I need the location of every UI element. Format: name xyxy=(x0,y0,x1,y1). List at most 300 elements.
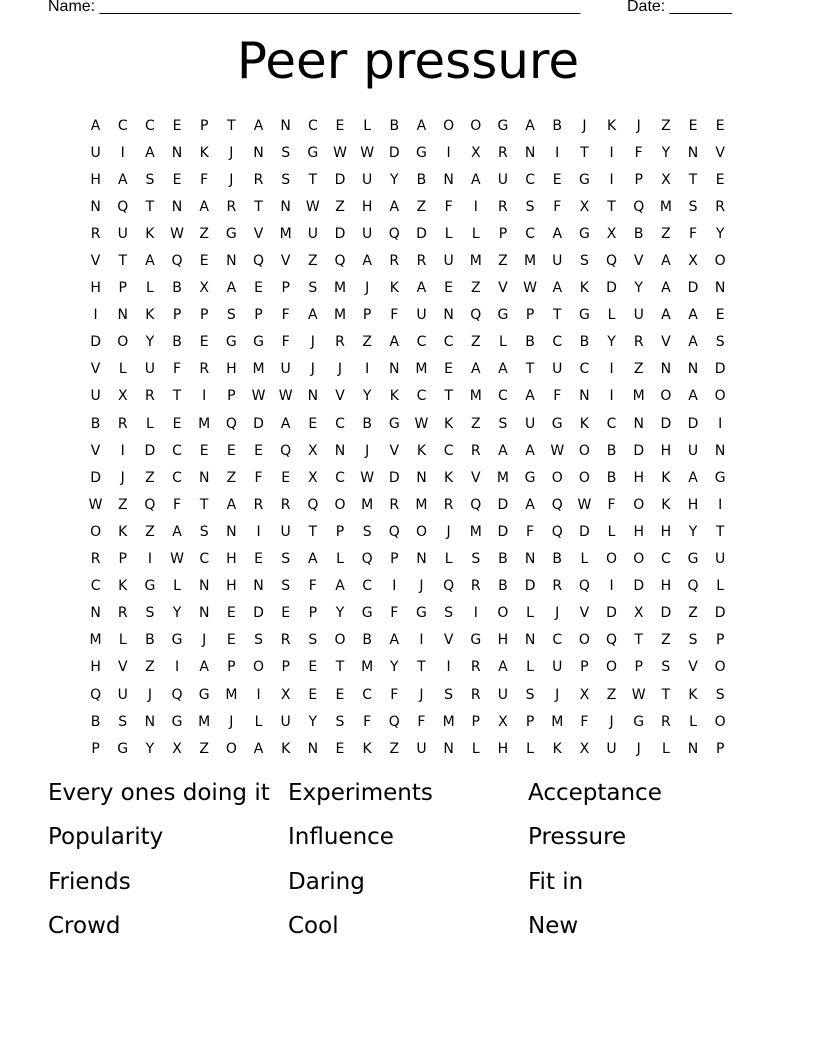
grid-letter[interactable]: R xyxy=(443,496,454,513)
grid-letter[interactable]: P xyxy=(335,523,345,540)
grid-letter[interactable]: G xyxy=(497,117,509,134)
grid-letter[interactable]: M xyxy=(361,659,374,676)
grid-letter[interactable]: M xyxy=(333,307,347,324)
grid-letter[interactable]: U xyxy=(280,361,291,378)
grid-letter[interactable]: D xyxy=(660,415,672,432)
grid-letter[interactable]: W xyxy=(278,388,293,405)
grid-letter[interactable]: U xyxy=(280,523,291,540)
grid-letter[interactable]: J xyxy=(202,632,207,649)
grid-letter[interactable]: F xyxy=(390,686,399,703)
grid-letter[interactable]: N xyxy=(579,388,590,405)
grid-letter[interactable]: F xyxy=(607,496,616,513)
grid-letter[interactable]: C xyxy=(117,117,128,134)
grid-letter[interactable]: E xyxy=(715,307,725,324)
grid-letter[interactable]: A xyxy=(525,442,535,459)
grid-letter[interactable]: I xyxy=(365,361,370,378)
grid-letter[interactable]: R xyxy=(633,334,644,351)
grid-letter[interactable]: U xyxy=(117,686,128,703)
grid-letter[interactable]: K xyxy=(661,469,671,486)
grid-letter[interactable]: P xyxy=(634,659,643,676)
grid-letter[interactable]: G xyxy=(578,307,590,324)
grid-letter[interactable]: O xyxy=(578,442,590,459)
grid-letter[interactable]: J xyxy=(582,117,587,134)
grid-letter[interactable]: A xyxy=(362,253,372,270)
grid-letter[interactable]: C xyxy=(498,388,508,405)
grid-letter[interactable]: A xyxy=(688,388,698,405)
grid-letter[interactable]: D xyxy=(90,334,101,351)
grid-letter[interactable]: R xyxy=(117,605,128,622)
grid-letter[interactable]: M xyxy=(442,713,455,730)
grid-letter[interactable]: P xyxy=(281,659,290,676)
grid-letter[interactable]: C xyxy=(172,442,182,459)
grid-letter[interactable]: I xyxy=(174,659,180,676)
grid-letter[interactable]: Z xyxy=(606,686,617,703)
grid-letter[interactable]: O xyxy=(660,388,672,405)
grid-letter[interactable]: L xyxy=(444,551,453,568)
grid-letter[interactable]: N xyxy=(714,280,726,297)
grid-letter[interactable]: S xyxy=(145,171,155,188)
grid-letter[interactable]: N xyxy=(524,632,536,649)
grid-letter[interactable]: I xyxy=(609,144,614,161)
grid-letter[interactable]: I xyxy=(120,144,125,161)
grid-letter[interactable]: U xyxy=(497,686,509,703)
grid-letter[interactable]: O xyxy=(497,605,509,622)
grid-letter[interactable]: P xyxy=(308,605,318,622)
grid-letter[interactable]: S xyxy=(444,686,454,703)
grid-letter[interactable]: R xyxy=(715,198,726,215)
grid-letter[interactable]: D xyxy=(633,578,645,595)
grid-letter[interactable]: I xyxy=(93,307,98,324)
grid-letter[interactable]: G xyxy=(253,334,264,351)
grid-letter[interactable]: G xyxy=(388,415,400,432)
grid-letter[interactable]: Z xyxy=(145,523,155,540)
grid-letter[interactable]: Z xyxy=(416,198,427,215)
grid-letter[interactable]: Q xyxy=(388,713,400,730)
grid-letter[interactable]: C xyxy=(362,686,373,703)
grid-letter[interactable]: N xyxy=(443,307,454,324)
grid-letter[interactable]: T xyxy=(715,523,725,540)
grid-letter[interactable]: A xyxy=(661,253,671,270)
grid-letter[interactable]: K xyxy=(552,740,562,757)
grid-letter[interactable]: C xyxy=(660,551,671,568)
grid-letter[interactable]: Y xyxy=(172,605,182,622)
grid-letter[interactable]: F xyxy=(553,388,562,405)
grid-letter[interactable]: A xyxy=(308,551,318,568)
grid-letter[interactable]: N xyxy=(416,551,427,568)
grid-letter[interactable]: N xyxy=(280,117,291,134)
grid-letter[interactable]: H xyxy=(226,578,237,595)
grid-letter[interactable]: D xyxy=(606,280,617,297)
grid-letter[interactable]: I xyxy=(419,632,424,649)
grid-letter[interactable]: H xyxy=(90,659,101,676)
grid-letter[interactable]: J xyxy=(365,442,370,459)
grid-letter[interactable]: Q xyxy=(578,578,590,595)
grid-letter[interactable]: E xyxy=(254,551,263,568)
grid-letter[interactable]: T xyxy=(552,307,562,324)
grid-letter[interactable]: U xyxy=(416,307,427,324)
grid-letter[interactable]: D xyxy=(714,605,726,622)
grid-letter[interactable]: T xyxy=(118,253,128,270)
grid-letter[interactable]: M xyxy=(279,225,292,242)
grid-letter[interactable]: K xyxy=(145,307,155,324)
grid-letter[interactable]: R xyxy=(90,551,101,568)
grid-letter[interactable]: K xyxy=(389,280,399,297)
grid-letter[interactable]: C xyxy=(362,578,373,595)
grid-letter[interactable]: V xyxy=(117,659,128,676)
grid-letter[interactable]: I xyxy=(609,578,614,595)
grid-letter[interactable]: X xyxy=(661,171,671,188)
grid-letter[interactable]: K xyxy=(444,469,454,486)
grid-letter[interactable]: I xyxy=(446,144,451,161)
grid-letter[interactable]: Z xyxy=(470,280,481,297)
grid-letter[interactable]: D xyxy=(416,225,427,242)
grid-letter[interactable]: J xyxy=(365,280,370,297)
grid-letter[interactable]: D xyxy=(497,496,509,513)
grid-letter[interactable]: X xyxy=(579,740,590,757)
grid-letter[interactable]: R xyxy=(145,388,155,405)
grid-letter[interactable]: Q xyxy=(117,198,129,215)
grid-letter[interactable]: J xyxy=(310,334,315,351)
grid-letter[interactable]: F xyxy=(254,469,263,486)
grid-letter[interactable]: L xyxy=(607,523,616,540)
grid-letter[interactable]: P xyxy=(199,117,209,134)
grid-letter[interactable]: D xyxy=(714,361,726,378)
grid-letter[interactable]: R xyxy=(470,686,481,703)
grid-letter[interactable]: S xyxy=(281,551,291,568)
grid-letter[interactable]: Y xyxy=(688,523,698,540)
grid-letter[interactable]: F xyxy=(390,605,399,622)
grid-letter[interactable]: V xyxy=(90,442,101,459)
grid-letter[interactable]: M xyxy=(469,253,482,270)
grid-letter[interactable]: W xyxy=(523,280,537,297)
grid-letter[interactable]: B xyxy=(498,551,508,568)
grid-letter[interactable]: Z xyxy=(145,659,155,676)
grid-letter[interactable]: T xyxy=(688,171,698,188)
grid-letter[interactable]: Q xyxy=(388,523,400,540)
grid-letter[interactable]: S xyxy=(308,280,318,297)
grid-letter[interactable]: C xyxy=(307,117,318,134)
grid-letter[interactable]: S xyxy=(254,632,263,649)
grid-letter[interactable]: S xyxy=(281,144,291,161)
grid-letter[interactable]: T xyxy=(525,361,535,378)
grid-letter[interactable]: P xyxy=(390,551,399,568)
grid-letter[interactable]: G xyxy=(633,713,645,730)
grid-letter[interactable]: A xyxy=(226,280,237,297)
grid-letter[interactable]: B xyxy=(172,334,182,351)
grid-letter[interactable]: Z xyxy=(470,415,481,432)
grid-letter[interactable]: C xyxy=(606,415,617,432)
grid-letter[interactable]: U xyxy=(633,307,644,324)
grid-letter[interactable]: Q xyxy=(606,253,618,270)
grid-letter[interactable]: T xyxy=(634,632,643,649)
grid-letter[interactable]: V xyxy=(335,388,345,405)
grid-letter[interactable]: E xyxy=(552,171,562,188)
grid-letter[interactable]: W xyxy=(251,388,266,405)
grid-letter[interactable]: F xyxy=(444,198,453,215)
grid-letter[interactable]: A xyxy=(470,171,481,188)
grid-letter[interactable]: N xyxy=(687,361,699,378)
grid-letter[interactable]: V xyxy=(253,225,264,242)
grid-letter[interactable]: S xyxy=(715,686,725,703)
grid-letter[interactable]: F xyxy=(363,713,372,730)
grid-letter[interactable]: D xyxy=(660,605,672,622)
grid-letter[interactable]: R xyxy=(470,659,481,676)
grid-letter[interactable]: E xyxy=(308,686,318,703)
grid-letter[interactable]: D xyxy=(633,442,645,459)
grid-letter[interactable]: Q xyxy=(551,523,563,540)
grid-letter[interactable]: N xyxy=(171,198,183,215)
grid-letter[interactable]: A xyxy=(525,496,535,513)
grid-letter[interactable]: B xyxy=(525,334,535,351)
grid-letter[interactable]: E xyxy=(172,171,182,188)
grid-letter[interactable]: I xyxy=(473,605,478,622)
grid-letter[interactable]: L xyxy=(526,659,534,676)
grid-letter[interactable]: H xyxy=(660,578,672,595)
grid-letter[interactable]: T xyxy=(227,117,236,134)
grid-letter[interactable]: L xyxy=(145,415,154,432)
grid-letter[interactable]: G xyxy=(416,605,427,622)
grid-letter[interactable]: W xyxy=(305,198,320,215)
grid-letter[interactable]: Z xyxy=(498,253,508,270)
grid-letter[interactable]: Y xyxy=(634,280,643,297)
grid-letter[interactable]: G xyxy=(551,415,563,432)
grid-letter[interactable]: C xyxy=(525,225,535,242)
grid-letter[interactable]: L xyxy=(499,334,507,351)
grid-letter[interactable]: G xyxy=(578,171,590,188)
grid-letter[interactable]: I xyxy=(147,551,152,568)
grid-letter[interactable]: T xyxy=(417,659,426,676)
grid-letter[interactable]: P xyxy=(199,307,209,324)
grid-letter[interactable]: M xyxy=(469,388,482,405)
grid-letter[interactable]: O xyxy=(551,469,563,486)
grid-letter[interactable]: N xyxy=(90,605,101,622)
grid-letter[interactable]: G xyxy=(361,605,373,622)
grid-letter[interactable]: O xyxy=(117,334,129,351)
grid-letter[interactable]: G xyxy=(497,307,509,324)
grid-letter[interactable]: S xyxy=(661,659,671,676)
grid-letter[interactable]: M xyxy=(198,415,211,432)
grid-letter[interactable]: L xyxy=(526,740,534,757)
grid-letter[interactable]: W xyxy=(170,551,184,568)
grid-letter[interactable]: H xyxy=(90,280,101,297)
grid-letter[interactable]: R xyxy=(280,632,291,649)
grid-letter[interactable]: A xyxy=(389,198,400,215)
grid-letter[interactable]: D xyxy=(579,523,590,540)
grid-letter[interactable]: E xyxy=(444,361,454,378)
grid-letter[interactable]: H xyxy=(497,740,509,757)
grid-letter[interactable]: A xyxy=(199,198,209,215)
grid-letter[interactable]: D xyxy=(334,171,346,188)
grid-letter[interactable]: M xyxy=(632,388,645,405)
grid-letter[interactable]: F xyxy=(308,578,317,595)
grid-letter[interactable]: H xyxy=(633,523,644,540)
grid-letter[interactable]: S xyxy=(281,578,291,595)
grid-letter[interactable]: S xyxy=(688,198,698,215)
grid-letter[interactable]: P xyxy=(715,632,725,649)
grid-letter[interactable]: U xyxy=(552,253,563,270)
grid-letter[interactable]: C xyxy=(335,415,345,432)
grid-letter[interactable]: A xyxy=(525,117,535,134)
grid-letter[interactable]: T xyxy=(145,198,155,215)
grid-letter[interactable]: V xyxy=(280,253,291,270)
grid-letter[interactable]: O xyxy=(578,632,590,649)
grid-letter[interactable]: Q xyxy=(687,578,699,595)
grid-letter[interactable]: B xyxy=(90,713,101,730)
grid-letter[interactable]: E xyxy=(715,117,725,134)
grid-letter[interactable]: C xyxy=(416,334,427,351)
grid-letter[interactable]: J xyxy=(229,713,234,730)
grid-letter[interactable]: A xyxy=(498,361,508,378)
grid-letter[interactable]: U xyxy=(90,388,101,405)
grid-letter[interactable]: J xyxy=(229,171,234,188)
grid-letter[interactable]: R xyxy=(389,253,400,270)
grid-letter[interactable]: X xyxy=(199,280,209,297)
grid-letter[interactable]: Q xyxy=(470,307,482,324)
grid-letter[interactable]: N xyxy=(524,144,536,161)
grid-letter[interactable]: N xyxy=(90,198,101,215)
grid-letter[interactable]: O xyxy=(633,551,645,568)
grid-letter[interactable]: X xyxy=(172,740,182,757)
grid-letter[interactable]: C xyxy=(172,469,182,486)
grid-letter[interactable]: Y xyxy=(308,713,318,730)
grid-letter[interactable]: N xyxy=(334,442,346,459)
grid-letter[interactable]: T xyxy=(308,171,318,188)
grid-letter[interactable]: D xyxy=(606,605,617,622)
grid-letter[interactable]: N xyxy=(280,198,291,215)
grid-letter[interactable]: B xyxy=(362,632,372,649)
grid-letter[interactable]: M xyxy=(333,280,347,297)
grid-letter[interactable]: Q xyxy=(307,496,319,513)
grid-letter[interactable]: R xyxy=(90,225,101,242)
grid-letter[interactable]: R xyxy=(552,578,563,595)
grid-letter[interactable]: F xyxy=(281,334,290,351)
grid-letter[interactable]: Z xyxy=(199,225,209,242)
grid-letter[interactable]: G xyxy=(687,551,699,568)
grid-letter[interactable]: V xyxy=(715,144,725,161)
grid-letter[interactable]: A xyxy=(498,442,508,459)
grid-letter[interactable]: O xyxy=(606,659,618,676)
grid-letter[interactable]: Z xyxy=(335,198,345,215)
grid-letter[interactable]: J xyxy=(609,713,614,730)
grid-letter[interactable]: M xyxy=(415,496,428,513)
grid-letter[interactable]: P xyxy=(227,388,236,405)
grid-letter[interactable]: L xyxy=(471,225,480,242)
grid-letter[interactable]: E xyxy=(226,632,236,649)
grid-letter[interactable]: W xyxy=(360,469,375,486)
grid-letter[interactable]: P xyxy=(91,740,100,757)
grid-letter[interactable]: Q xyxy=(470,496,482,513)
grid-letter[interactable]: E xyxy=(254,442,263,459)
grid-letter[interactable]: J xyxy=(419,578,424,595)
grid-letter[interactable]: M xyxy=(252,361,265,378)
grid-letter[interactable]: N xyxy=(714,442,726,459)
grid-letter[interactable]: I xyxy=(392,578,397,595)
grid-letter[interactable]: M xyxy=(198,713,211,730)
grid-letter[interactable]: S xyxy=(226,307,236,324)
grid-letter[interactable]: N xyxy=(144,713,156,730)
grid-letter[interactable]: O xyxy=(714,659,726,676)
grid-letter[interactable]: Z xyxy=(117,496,128,513)
grid-letter[interactable]: M xyxy=(361,496,374,513)
grid-letter[interactable]: Q xyxy=(334,253,346,270)
grid-letter[interactable]: C xyxy=(443,334,454,351)
grid-letter[interactable]: Y xyxy=(390,171,399,188)
grid-letter[interactable]: A xyxy=(688,307,698,324)
grid-letter[interactable]: J xyxy=(446,523,451,540)
grid-letter[interactable]: X xyxy=(579,686,590,703)
grid-letter[interactable]: J xyxy=(229,144,234,161)
grid-letter[interactable]: B xyxy=(90,415,101,432)
grid-letter[interactable]: U xyxy=(144,361,156,378)
grid-letter[interactable]: M xyxy=(524,253,537,270)
grid-letter[interactable]: Y xyxy=(715,225,725,242)
grid-letter[interactable]: J xyxy=(636,117,641,134)
grid-letter[interactable]: Q xyxy=(443,578,455,595)
grid-letter[interactable]: G xyxy=(714,469,726,486)
grid-letter[interactable]: A xyxy=(688,469,698,486)
grid-letter[interactable]: L xyxy=(254,713,263,730)
grid-letter[interactable]: B xyxy=(552,551,563,568)
grid-letter[interactable]: P xyxy=(634,171,643,188)
grid-letter[interactable]: A xyxy=(688,334,698,351)
grid-letter[interactable]: A xyxy=(498,659,508,676)
grid-letter[interactable]: A xyxy=(470,361,481,378)
grid-letter[interactable]: F xyxy=(580,713,589,730)
grid-letter[interactable]: Q xyxy=(253,253,265,270)
grid-letter[interactable]: U xyxy=(687,442,699,459)
grid-letter[interactable]: F xyxy=(200,171,209,188)
grid-letter[interactable]: E xyxy=(715,171,725,188)
grid-letter[interactable]: P xyxy=(254,307,263,324)
grid-letter[interactable]: O xyxy=(633,496,645,513)
grid-letter[interactable]: A xyxy=(145,144,155,161)
grid-letter[interactable]: R xyxy=(280,496,291,513)
grid-letter[interactable]: Q xyxy=(171,253,183,270)
grid-letter[interactable]: X xyxy=(308,469,318,486)
grid-letter[interactable]: G xyxy=(416,144,427,161)
grid-letter[interactable]: K xyxy=(579,280,589,297)
grid-letter[interactable]: Z xyxy=(470,334,481,351)
grid-letter[interactable]: B xyxy=(416,171,427,188)
grid-letter[interactable]: X xyxy=(280,686,291,703)
grid-letter[interactable]: H xyxy=(226,361,237,378)
grid-letter[interactable]: S xyxy=(525,686,535,703)
grid-letter[interactable]: F xyxy=(553,198,562,215)
grid-letter[interactable]: F xyxy=(634,144,643,161)
grid-letter[interactable]: V xyxy=(389,442,400,459)
grid-letter[interactable]: S xyxy=(715,334,725,351)
grid-letter[interactable]: B xyxy=(579,334,590,351)
grid-letter[interactable]: V xyxy=(688,659,698,676)
grid-letter[interactable]: B xyxy=(498,578,508,595)
grid-letter[interactable]: R xyxy=(470,578,481,595)
grid-letter[interactable]: O xyxy=(334,496,346,513)
grid-letter[interactable]: O xyxy=(225,740,237,757)
grid-letter[interactable]: E xyxy=(281,469,291,486)
grid-letter[interactable]: A xyxy=(199,659,209,676)
grid-letter[interactable]: X xyxy=(498,713,508,730)
grid-letter[interactable]: U xyxy=(606,740,617,757)
grid-letter[interactable]: I xyxy=(555,144,560,161)
grid-letter[interactable]: P xyxy=(525,713,535,730)
grid-letter[interactable]: Z xyxy=(199,740,209,757)
grid-letter[interactable]: E xyxy=(308,659,318,676)
grid-letter[interactable]: O xyxy=(334,632,346,649)
grid-letter[interactable]: W xyxy=(88,496,103,513)
grid-letter[interactable]: T xyxy=(444,388,453,405)
grid-letter[interactable]: M xyxy=(225,686,238,703)
grid-letter[interactable]: X xyxy=(579,198,590,215)
